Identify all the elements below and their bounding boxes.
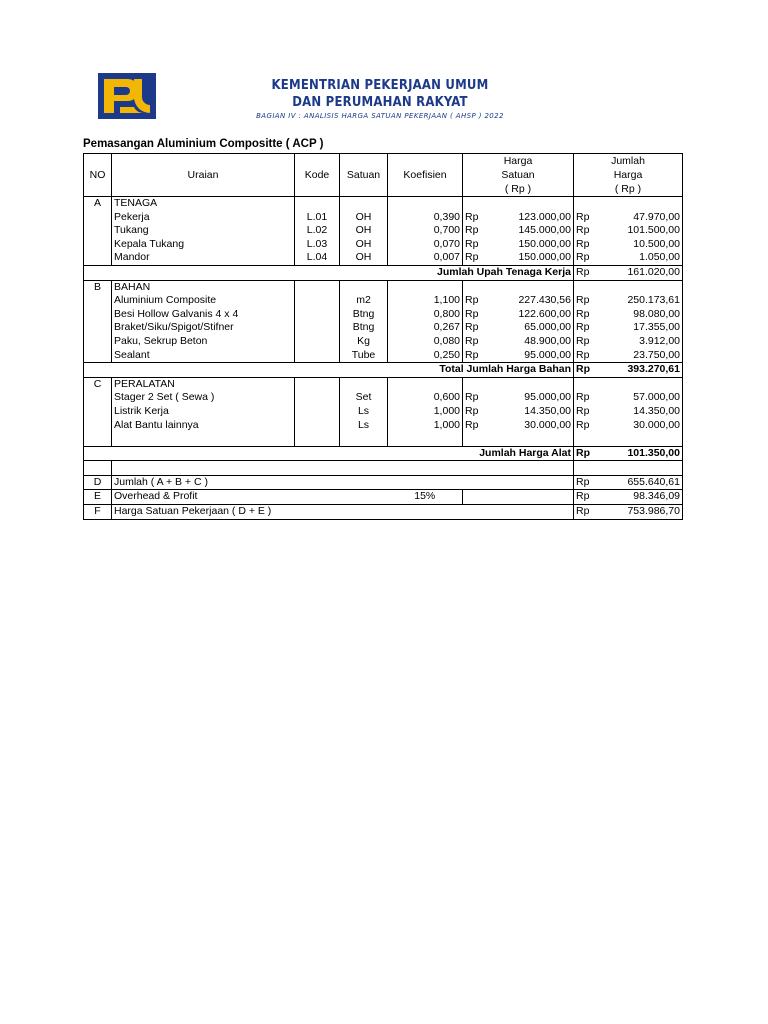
table-row (84, 391, 683, 405)
uraian-cell: Sealant (112, 349, 295, 363)
jumlah-cell: 98.080,00 (594, 308, 683, 322)
table-header (84, 154, 683, 169)
satuan-cell: Btng (340, 308, 388, 322)
kode-cell (295, 419, 340, 433)
header-uraian: Uraian (112, 154, 295, 197)
currency-cell: Rp (574, 419, 594, 433)
section-name: BAHAN (112, 280, 295, 294)
table-row (84, 251, 683, 265)
currency-cell: Rp (574, 211, 594, 225)
kode-cell: L.04 (295, 251, 340, 265)
jumlah-cell: 47.970,00 (594, 211, 683, 225)
currency-cell: Rp (463, 391, 499, 405)
harga-cell: 30.000,00 (499, 419, 574, 433)
harga-cell: 95.000,00 (499, 349, 574, 363)
subtotal-row-b (84, 363, 683, 378)
table-row (84, 224, 683, 238)
satuan-cell: OH (340, 238, 388, 252)
uraian-cell: Aluminium Composite (112, 294, 295, 308)
uraian-cell: Listrik Kerja (112, 405, 295, 419)
currency-cell: Rp (463, 419, 499, 433)
header-no: NO (84, 154, 112, 197)
subtotal-row-c (84, 446, 683, 461)
currency-cell: Rp (574, 505, 594, 520)
summary-row-e (84, 490, 683, 505)
harga-cell: 123.000,00 (499, 211, 574, 225)
currency-cell: Rp (574, 238, 594, 252)
table-row (84, 294, 683, 308)
kode-cell (295, 335, 340, 349)
satuan-cell: OH (340, 224, 388, 238)
satuan-cell: Set (340, 391, 388, 405)
kode-cell (295, 308, 340, 322)
section-row-b (84, 280, 683, 294)
satuan-cell: m2 (340, 294, 388, 308)
harga-cell: 65.000,00 (499, 321, 574, 335)
summary-value: 753.986,70 (594, 505, 683, 520)
satuan-cell: Ls (340, 419, 388, 433)
koefisien-cell: 0,070 (388, 238, 463, 252)
kode-cell (295, 294, 340, 308)
currency-cell: Rp (574, 335, 594, 349)
org-line-2: DAN PERUMAHAN RAKYAT (292, 95, 468, 110)
jumlah-cell: 250.173,61 (594, 294, 683, 308)
jumlah-cell: 30.000,00 (594, 419, 683, 433)
table-row (84, 238, 683, 252)
jumlah-cell: 17.355,00 (594, 321, 683, 335)
table-row (84, 321, 683, 335)
header-harga-2: Satuan (463, 168, 574, 182)
subtotal-label: Jumlah Upah Tenaga Kerja (84, 265, 574, 280)
koefisien-cell: 0,080 (388, 335, 463, 349)
jumlah-cell: 3.912,00 (594, 335, 683, 349)
uraian-cell: Alat Bantu lainnya (112, 419, 295, 433)
harga-cell: 48.900,00 (499, 335, 574, 349)
koefisien-cell: 0,390 (388, 211, 463, 225)
summary-row-d (84, 475, 683, 490)
kode-cell: L.01 (295, 211, 340, 225)
uraian-cell: Tukang (112, 224, 295, 238)
currency-cell: Rp (463, 294, 499, 308)
satuan-cell: Kg (340, 335, 388, 349)
summary-no: D (84, 475, 112, 490)
subtotal-value: 101.350,00 (594, 446, 683, 461)
currency-cell: Rp (463, 238, 499, 252)
summary-value: 655.640,61 (594, 475, 683, 490)
koefisien-cell: 0,700 (388, 224, 463, 238)
header-harga-1: Harga (463, 154, 574, 169)
summary-label: Jumlah ( A + B + C ) (112, 475, 388, 490)
currency-cell: Rp (574, 321, 594, 335)
table-row (84, 308, 683, 322)
summary-label: Overhead & Profit (112, 490, 388, 505)
kode-cell (295, 391, 340, 405)
currency-cell: Rp (463, 308, 499, 322)
satuan-cell: Btng (340, 321, 388, 335)
header-jumlah-2: Harga (574, 168, 683, 182)
header-satuan: Satuan (340, 154, 388, 197)
currency-cell: Rp (463, 349, 499, 363)
harga-cell: 95.000,00 (499, 391, 574, 405)
currency-cell: Rp (574, 308, 594, 322)
table-row (84, 211, 683, 225)
kode-cell: L.03 (295, 238, 340, 252)
summary-label: Harga Satuan Pekerjaan ( D + E ) (112, 505, 388, 520)
summary-extra: 15% (388, 490, 463, 505)
jumlah-cell: 14.350,00 (594, 405, 683, 419)
currency-cell: Rp (463, 321, 499, 335)
uraian-cell: Mandor (112, 251, 295, 265)
satuan-cell: Ls (340, 405, 388, 419)
table-row (84, 405, 683, 419)
currency-cell: Rp (574, 349, 594, 363)
summary-extra (388, 475, 574, 490)
currency-cell: Rp (574, 475, 594, 490)
uraian-cell: Kepala Tukang (112, 238, 295, 252)
kode-cell (295, 405, 340, 419)
currency-cell: Rp (463, 251, 499, 265)
summary-no: F (84, 505, 112, 520)
currency-cell: Rp (574, 391, 594, 405)
currency-cell: Rp (463, 335, 499, 349)
section-name: PERALATAN (112, 377, 295, 391)
kode-cell (295, 321, 340, 335)
summary-row-f (84, 505, 683, 520)
subtotal-value: 161.020,00 (594, 265, 683, 280)
summary-no: E (84, 490, 112, 505)
section-no: C (84, 377, 112, 391)
section-no: A (84, 197, 112, 211)
koefisien-cell: 1,000 (388, 405, 463, 419)
section-no: B (84, 280, 112, 294)
koefisien-cell: 1,100 (388, 294, 463, 308)
kode-cell (295, 349, 340, 363)
jumlah-cell: 1.050,00 (594, 251, 683, 265)
uraian-cell: Braket/Siku/Spigot/Stifner (112, 321, 295, 335)
currency-cell: Rp (574, 490, 594, 505)
harga-cell: 14.350,00 (499, 405, 574, 419)
blank-row (84, 432, 683, 446)
koefisien-cell: 0,600 (388, 391, 463, 405)
jumlah-cell: 57.000,00 (594, 391, 683, 405)
table-row (84, 349, 683, 363)
organization-name (170, 77, 590, 111)
koefisien-cell: 0,007 (388, 251, 463, 265)
section-row-a (84, 197, 683, 211)
satuan-cell: Tube (340, 349, 388, 363)
header-koefisien: Koefisien (388, 154, 463, 197)
currency-cell: Rp (463, 224, 499, 238)
uraian-cell: Pekerja (112, 211, 295, 225)
koefisien-cell: 0,250 (388, 349, 463, 363)
currency-cell: Rp (574, 224, 594, 238)
uraian-cell: Besi Hollow Galvanis 4 x 4 (112, 308, 295, 322)
subtotal-label: Jumlah Harga Alat (84, 446, 574, 461)
pupr-logo (98, 73, 156, 119)
currency-cell: Rp (574, 446, 594, 461)
table-row (84, 335, 683, 349)
currency-cell: Rp (463, 211, 499, 225)
currency-cell: Rp (574, 265, 594, 280)
currency-cell: Rp (574, 294, 594, 308)
subtotal-row-a (84, 265, 683, 280)
analysis-table (83, 153, 683, 520)
koefisien-cell: 0,267 (388, 321, 463, 335)
koefisien-cell: 0,800 (388, 308, 463, 322)
harga-cell: 227.430,56 (499, 294, 574, 308)
header-jumlah-3: ( Rp ) (574, 182, 683, 197)
harga-cell: 122.600,00 (499, 308, 574, 322)
currency-cell: Rp (463, 405, 499, 419)
header-kode: Kode (295, 154, 340, 197)
uraian-cell: Paku, Sekrup Beton (112, 335, 295, 349)
table-row (84, 419, 683, 433)
section-name: TENAGA (112, 197, 295, 211)
satuan-cell: OH (340, 211, 388, 225)
koefisien-cell: 1,000 (388, 419, 463, 433)
harga-cell: 150.000,00 (499, 238, 574, 252)
work-item-title: Pemasangan Aluminium Compositte ( ACP ) (83, 138, 324, 150)
kode-cell: L.02 (295, 224, 340, 238)
harga-cell: 145.000,00 (499, 224, 574, 238)
header-harga-3: ( Rp ) (463, 182, 574, 197)
jumlah-cell: 101.500,00 (594, 224, 683, 238)
section-row-c (84, 377, 683, 391)
currency-cell: Rp (574, 363, 594, 378)
currency-cell: Rp (574, 405, 594, 419)
jumlah-cell: 23.750,00 (594, 349, 683, 363)
satuan-cell: OH (340, 251, 388, 265)
jumlah-cell: 10.500,00 (594, 238, 683, 252)
org-line-1: KEMENTRIAN PEKERJAAN UMUM (271, 78, 489, 93)
header-jumlah-1: Jumlah (574, 154, 683, 169)
subtotal-label: Total Jumlah Harga Bahan (84, 363, 574, 378)
blank-row (84, 461, 683, 476)
summary-value: 98.346,09 (594, 490, 683, 505)
harga-cell: 150.000,00 (499, 251, 574, 265)
currency-cell: Rp (574, 251, 594, 265)
uraian-cell: Stager 2 Set ( Sewa ) (112, 391, 295, 405)
summary-extra (388, 505, 574, 520)
subtotal-value: 393.270,61 (594, 363, 683, 378)
document-subtitle: BAGIAN IV : ANALISIS HARGA SATUAN PEKERJAAN ( AHSP ) 2022 (256, 112, 504, 120)
